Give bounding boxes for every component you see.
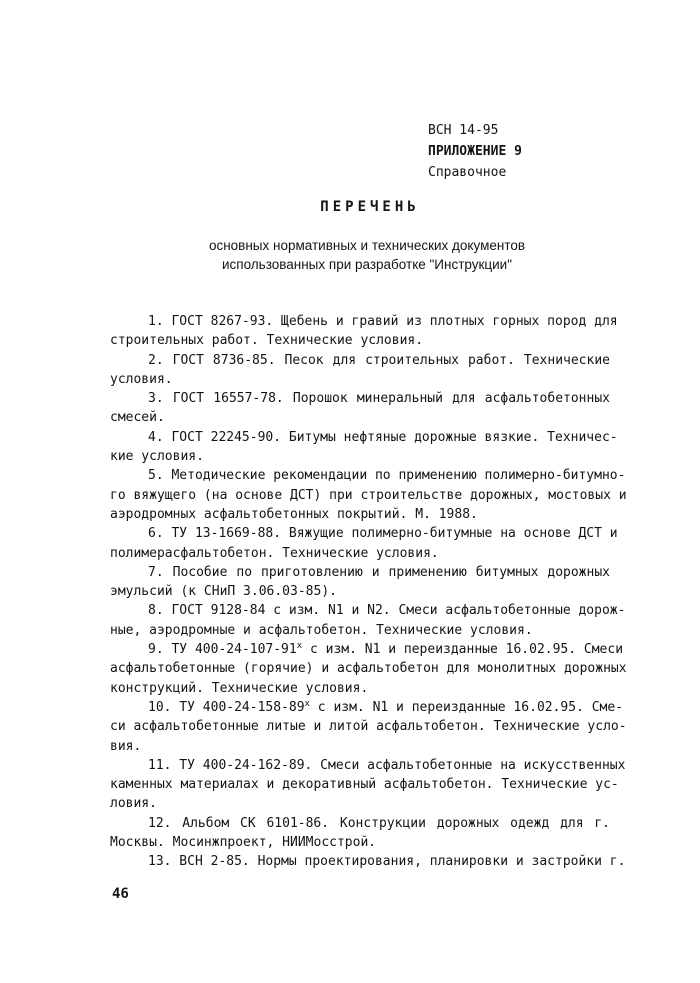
reference-item	[110, 389, 610, 428]
reference-line: 5. Методические рекомендации по применению полимерно-битумно-	[148, 468, 626, 484]
reference-text: 9. ТУ 400-24-107-91	[148, 642, 297, 658]
reference-item	[110, 351, 610, 390]
reference-line: 1. ГОСТ 8267-93. Щебень и гравий из плотных горных пород для	[148, 314, 618, 329]
reference-item	[110, 852, 626, 871]
reference-item	[110, 698, 627, 756]
reference-item	[110, 756, 626, 814]
reference-line: ловия.	[110, 796, 157, 812]
reference-line: ные, аэродромные и асфальтобетон. Технические условия.	[110, 622, 533, 638]
reference-item	[110, 524, 618, 563]
reference-line: эмульсий (к СНиП 3.06.03-85).	[110, 584, 337, 600]
reference-line: 6. ТУ 13-1669-88. Вяжущие полимерно-битумные на основе ДСТ и	[148, 526, 618, 542]
page-title: ПЕРЕЧЕНЬ	[320, 199, 420, 215]
reference-line: 8. ГОСТ 9128-84 с изм. N1 и N2. Смеси асфальтобетонные дорож-	[148, 603, 626, 619]
document-code: ВСН 14-95	[428, 123, 499, 138]
appendix-label: ПРИЛОЖЕНИЕ 9	[428, 144, 522, 159]
reference-line: смесей.	[110, 410, 165, 426]
reference-line: строительных работ. Технические условия.	[110, 333, 424, 349]
reference-line: вия.	[110, 738, 142, 754]
reference-line: 7. Пособие по приготовлению и применению битумных дорожных	[148, 564, 610, 580]
document-header	[428, 120, 522, 183]
reference-item	[110, 814, 610, 853]
page-number: 46	[112, 886, 129, 902]
reference-line: си асфальтобетонные литые и литой асфальтобетон. Технические усло-	[110, 719, 627, 735]
reference-line: асфальтобетонные (горячие) и асфальтобетон для монолитных дорожных	[110, 661, 627, 677]
reference-text: с изм. N1 и переизданные 16.02.95. Сме-	[309, 699, 624, 715]
reference-line: го вяжущего (на основе ДСТ) при строительстве дорожных, мостовых и	[110, 487, 627, 503]
reference-item	[110, 563, 610, 602]
appendix-kind: Справочное	[428, 165, 507, 180]
reference-item	[110, 601, 626, 640]
reference-line: 12. Альбом СК 6101-86. Конструкции дорожных одежд для г.	[148, 815, 610, 831]
reference-item	[110, 312, 618, 351]
reference-text: с изм. N1 и переизданные 16.02.95. Смеси	[302, 642, 624, 658]
reference-text: 10. ТУ 400-24-158-89	[148, 699, 305, 715]
reference-line	[110, 698, 624, 717]
superscript-mark: х	[296, 641, 303, 652]
subtitle-line: использованных при разработке "Инструкции"	[221, 257, 513, 272]
reference-line: Москвы. Мосинжпроект, НИИМосстрой.	[110, 835, 377, 851]
reference-line: полимерасфальтобетон. Технические условия.	[110, 545, 439, 561]
reference-item	[110, 640, 627, 698]
superscript-mark: х	[304, 698, 310, 709]
reference-line: аэродромных асфальтобетонных покрытий. М. 1988.	[110, 506, 478, 522]
reference-list	[110, 312, 627, 872]
reference-line: конструкций. Технические условия.	[110, 680, 369, 696]
reference-line: 11. ТУ 400-24-162-89. Смеси асфальтобетонные на искусственных	[148, 757, 626, 773]
reference-line	[110, 640, 624, 659]
subtitle-line: основных нормативных и технических документов	[208, 238, 526, 253]
reference-line: условия.	[110, 371, 173, 387]
reference-line: 3. ГОСТ 16557-78. Порошок минеральный для асфальтобетонных	[148, 391, 610, 407]
reference-line: 4. ГОСТ 22245-90. Битумы нефтяные дорожные вязкие. Техничес-	[148, 429, 618, 445]
reference-line: каменных материалах и декоративный асфальтобетон. Технические ус-	[110, 777, 619, 793]
reference-line: кие условия.	[110, 449, 204, 465]
page-subtitle	[0, 236, 700, 274]
reference-line: 13. ВСН 2-85. Нормы проектирования, планировки и застройки г.	[148, 854, 626, 870]
reference-item	[110, 428, 618, 467]
reference-line: 2. ГОСТ 8736-85. Песок для строительных работ. Технические	[148, 352, 610, 368]
reference-item	[110, 466, 627, 524]
